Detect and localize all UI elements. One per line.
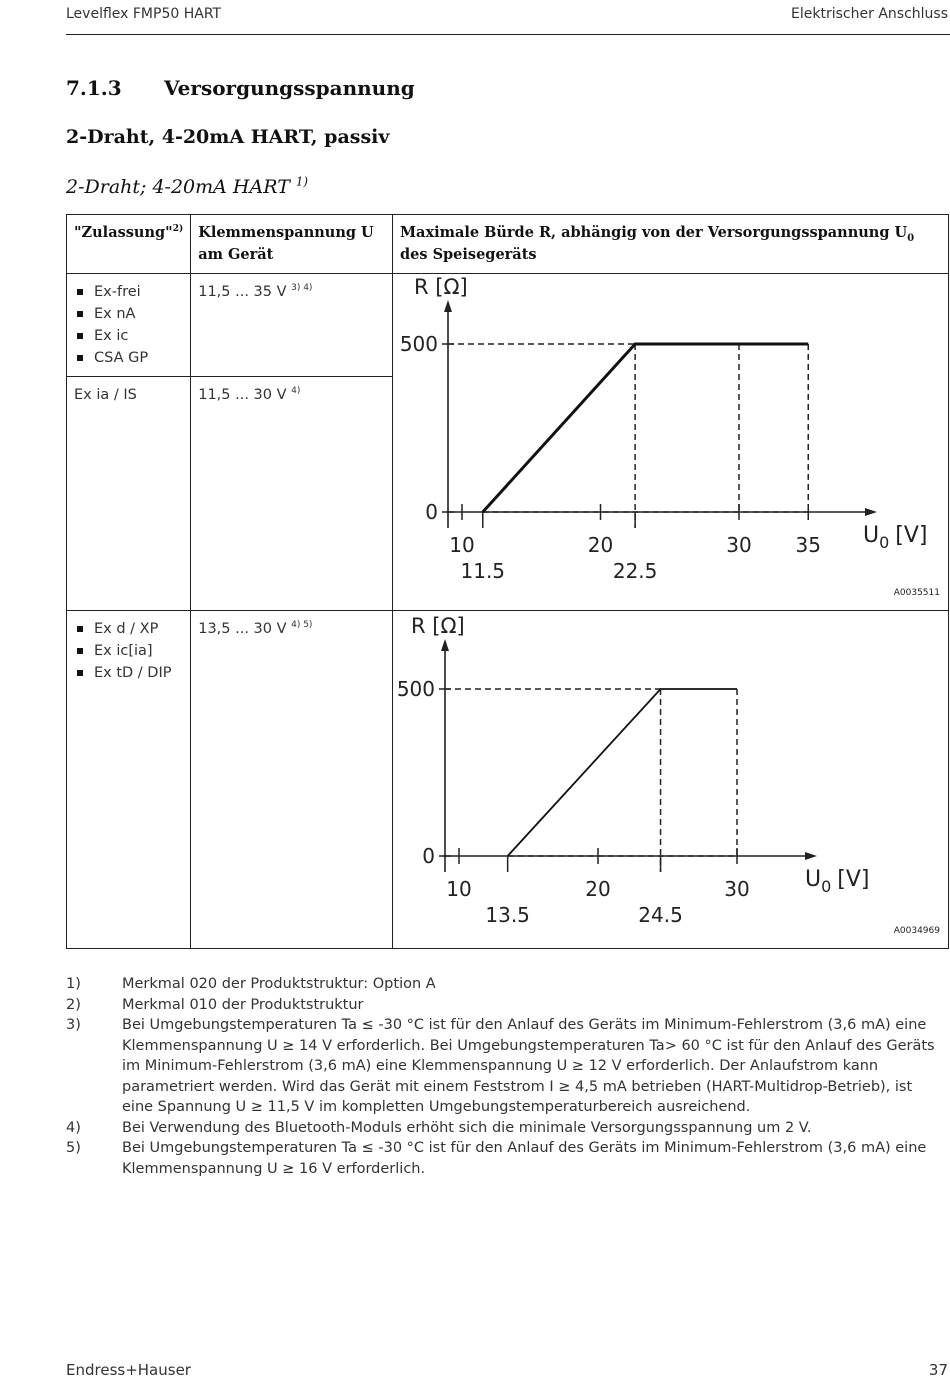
voltage-cell: 11,5 ... 30 V $^{4)}$ [191,377,393,611]
footnotes [66,974,936,1179]
footnote: 3) Bei Umgebungstemperaturen Ta ≤ -30 °C ist für den Anlauf des Geräts im Minimum-Fehlerstrom (3,6 mA) eine Klemmenspannung U ≥ 14 V erforderlich. Bei Umgebungstemperaturen Ta> 60 °C ist für den Anlauf des Geräts im Minimum-Fehlerstrom (3,6 mA) eine Klemmenspannung U ≥ 12 V erforderlich. Der Anlaufstrom kann parametriert werden. Wird das Gerät mit einem Feststrom I ≥ 4,5 mA betrieben (HART-Multidrop-Betrieb), ist eine Spannung U ≥ 11,5 V im kompletten Umgebungstemperaturbereich ausreichend. [66,1017,935,1115]
approval-item: CSA GP [74,347,183,369]
col-header-terminal-voltage: Klemmenspannung U am Gerät [191,215,393,274]
table-row [67,274,949,377]
approval-item: Ex d / XP [74,618,183,640]
voltage-refs: 4) [291,386,301,397]
x-axis-arrow [865,508,877,516]
voltage-refs: 4) 5) [291,620,313,631]
y-tick-label: 500 [399,332,438,356]
x-tick-label: 20 [587,533,614,557]
x-axis-label: $U_0$ [V] [863,523,928,552]
subheading: 2-Draht, 4-20mA HART, passiv [66,126,390,148]
col-header-max-load-tail: des Speisegeräts [400,246,537,263]
col-header-max-load: Maximale Bürde R, abhängig von der Versorgungsspannung $U_0$ des Speisegeräts [393,215,949,274]
approval-item: Ex ic[ia] [74,640,183,662]
y-tick-label: 500 [396,677,435,701]
approval-item: Ex-frei [74,281,183,303]
load-curve [508,689,737,856]
load-chart-cell-1 [393,274,949,611]
table-caption-ref: 1) [295,174,308,189]
x-marker-label: 22.5 [612,559,658,583]
x-tick-label: 30 [726,533,752,557]
x-tick-label: 10 [446,877,472,901]
footer-brand: Endress+Hauser [66,1361,191,1379]
col-header-max-load-sub: 0 [907,232,915,244]
section-heading [66,76,415,100]
table-caption [66,176,308,198]
x-marker-label: 13.5 [485,903,530,927]
y-axis-label: R [Ω] [414,275,468,299]
footnote: 1) Merkmal 020 der Produktstruktur: Option A [66,976,436,992]
load-curve [483,344,808,512]
approval-item: Ex tD / DIP [74,662,183,684]
figure-id: A0035511 [893,588,940,598]
approval-cell [67,274,191,377]
footnote: 4) Bei Verwendung des Bluetooth-Moduls erhöht sich die minimale Versorgungsspannung um 2 V. [66,1119,812,1136]
page-number: 37 [928,1361,948,1379]
x-tick-label: 35 [795,533,821,557]
col-header-approval-ref: 2) [172,224,184,235]
voltage-cell: 13,5 ... 30 V $^{4) 5)}$ [191,611,393,949]
x-marker-label: 24.5 [638,903,683,927]
x-axis-arrow [805,852,817,860]
table-caption-text: 2-Draht; 4-20mA HART [66,176,290,198]
load-chart-1 [393,274,948,610]
approval-list [74,281,183,369]
x-tick-label: 30 [724,877,750,901]
header-product: Levelflex FMP50 HART [66,6,222,22]
y-tick-label: 0 [422,844,435,868]
x-axis-label: $U_0$ [V] [805,867,870,896]
col-header-approval: "Zulassung"$^{2)}$ [67,215,191,274]
approval-cell [67,611,191,949]
voltage-refs: 3) 4) [291,283,313,294]
approval-cell: Ex ia / IS [67,377,191,611]
table-row [67,611,949,949]
y-tick-label: 0 [425,500,438,524]
x-marker-label: 11.5 [460,559,506,583]
y-axis-arrow [444,300,452,312]
footnote: 5) Bei Umgebungstemperaturen Ta ≤ -30 °C ist für den Anlauf des Geräts im Minimum-Fehlerstrom (3,6 mA) eine Klemmenspannung U ≥ 16 V erforderlich. [66,1140,927,1177]
voltage-cell: 11,5 ... 35 V $^{3) 4)}$ [191,274,393,377]
section-title: Versorgungsspannung [164,76,415,100]
section-number: 7.1.3 [66,76,122,100]
figure-id: A0034969 [893,926,940,936]
supply-voltage-table [66,214,949,949]
header-rule [66,34,950,35]
footnote: 2) Merkmal 010 der Produktstruktur [66,996,364,1013]
approval-list [74,618,183,684]
approval-item: Ex nA [74,303,183,325]
load-chart-2 [393,611,948,947]
table-header-row [67,215,949,274]
approval-item: Ex ic [74,325,183,347]
header-section: Elektrischer Anschluss [791,6,948,22]
y-axis-arrow [441,639,449,651]
x-tick-label: 10 [449,533,475,557]
load-chart-cell-2 [393,611,949,949]
y-axis-label: R [Ω] [411,614,465,638]
x-tick-label: 20 [585,877,611,901]
